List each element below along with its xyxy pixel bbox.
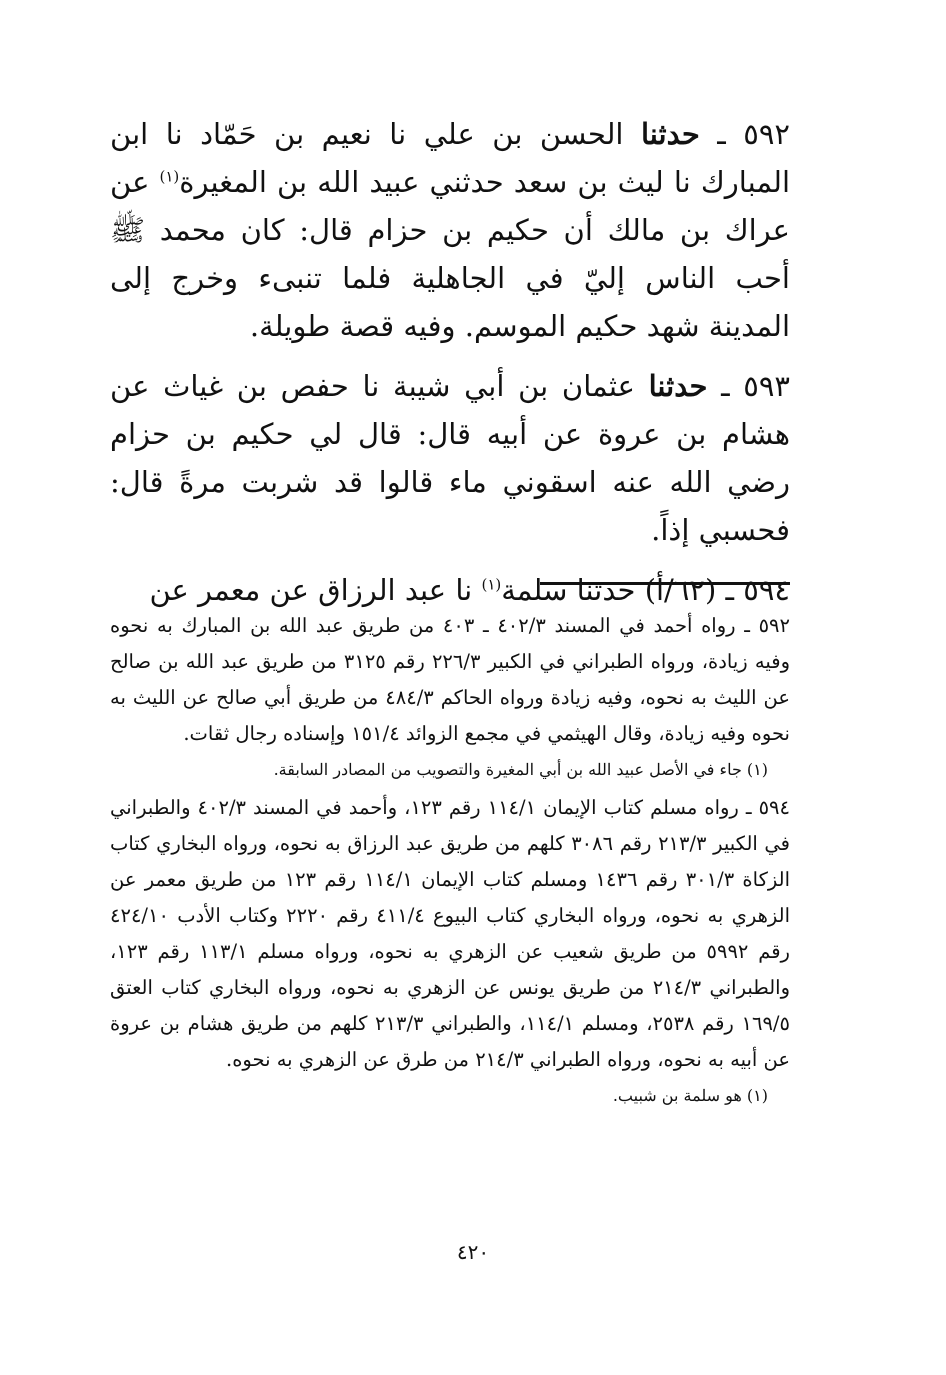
footnote-592: ٥٩٢ ـ رواه أحمد في المسند ٤٠٢/٣ ـ ٤٠٣ من طريق عبد الله بن المبارك به نحوه وفيه زيادة، ورواه الطبراني في الكبير ٢٢٦/٣ رقم ٣١٢٥ من طريق عبد الله بن صالح عن الليث به نحوه، وفيه زيادة ورواه الحاكم ٤٨٤/٣ من طريق أبي صالح عن الليث به نحوه وفيه زيادة، وقال الهيثمي في مجمع الزوائد ١٥١/٤ وإسناده رجال ثقات. <box>110 614 790 745</box>
footnote-592-note-1: (١) جاء في الأصل عبيد الله بن أبي المغيرة والتصويب من المصادر السابقة. <box>273 760 768 779</box>
footnotes <box>110 608 790 1116</box>
hadith-text: نا عبد الرزاق عن معمر عن <box>149 573 482 607</box>
hadith-number: ٥٩٣ ـ <box>721 369 791 403</box>
hadith-lead: حدثنا <box>648 369 708 403</box>
hadith-number: ٥٩٤ ـ <box>725 573 790 607</box>
main-text <box>110 110 790 626</box>
page-number: ٤٢٠ <box>456 1240 490 1264</box>
hadith-text: (٦٢/أ) حدثنا سلمة <box>501 573 717 607</box>
footnote-594: ٥٩٤ ـ رواه مسلم كتاب الإيمان ١١٤/١ رقم ١٢٣، وأحمد في المسند ٤٠٢/٣ والطبراني في الكبير ٢١٣/٣ رقم ٣٠٨٦ كلهم من طريق عبد الرزاق به نحوه، ورواه البخاري كتاب الزكاة ٣٠١/٣ رقم ١٤٣٦ ومسلم كتاب الإيمان ١١٤/١ رقم ١٢٣ من طريق معمر عن الزهري به نحوه، ورواه البخاري كتاب البيوع ٤١١/٤ رقم ٢٢٢٠ وكتاب الأدب ٤٢٤/١٠ رقم ٥٩٩٢ من طريق شعيب عن الزهري به نحوه، ورواه مسلم ١١٣/١ رقم ١٢٣، والطبراني ٢١٤/٣ من طريق يونس عن الزهري به نحوه، ورواه البخاري كتاب العتق ١٦٩/٥ رقم ٢٥٣٨، ومسلم ١١٤/١، والطبراني ٢١٣/٣ كلهم من طريق هشام بن عروة عن أبيه به نحوه، ورواه الطبراني ٢١٤/٣ من طرق عن الزهري به نحوه. <box>110 796 791 1071</box>
hadith-text: عثمان بن أبي شيبة نا حفص بن غياث عن هشام بن عروة عن أبيه قال: قال لي حكيم بن حزام رضي الله عنه اسقوني ماء قالوا قد شربت مرةً قال: فحسبي إذاً. <box>110 369 790 547</box>
hadith-text: عن عراك بن مالك أن حكيم بن حزام قال: كان محمد ﷺ أحب الناس إليّ في الجاهلية فلما تنبىء وخرج إلى المدينة شهد حكيم الموسم. وفيه قصة طويلة. <box>110 165 790 343</box>
footnote-marker: (١) <box>159 167 180 186</box>
hadith-text: الحسن بن علي نا نعيم بن حَمّاد نا ابن المبارك نا ليث بن سعد حدثني عبيد الله بن المغيرة <box>110 117 790 199</box>
footnote-marker: (١) <box>481 575 502 594</box>
hadith-number: ٥٩٢ ـ <box>717 117 791 151</box>
hadith-592 <box>110 110 790 350</box>
hadith-594 <box>110 566 790 614</box>
hadith-lead: حدثنا <box>640 117 700 151</box>
footnote-594-note-1: (١) هو سلمة بن شبيب. <box>612 1086 768 1105</box>
hadith-593 <box>110 362 790 554</box>
footnote-separator <box>540 582 790 585</box>
